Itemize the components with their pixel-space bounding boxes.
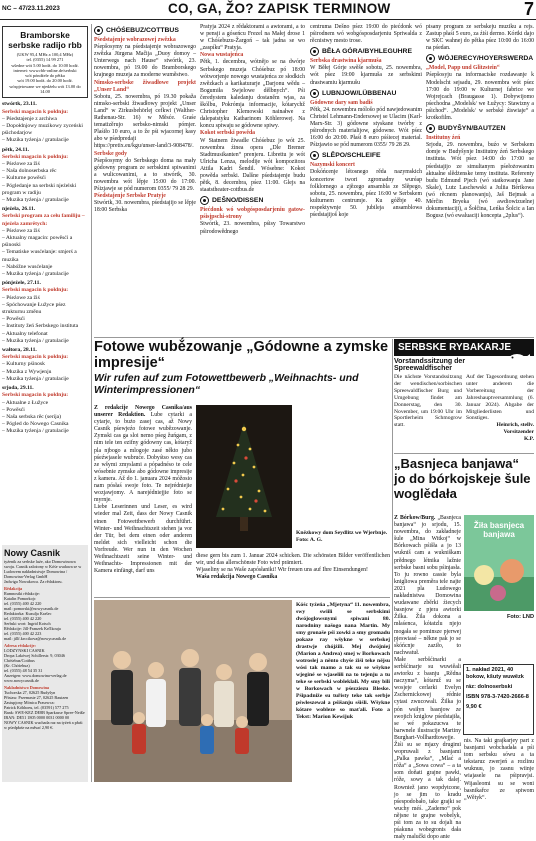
schedule-item: – Tematiske wusćelanje: smjerś a muzika (2, 249, 77, 263)
schedule-item: – Pśedstajenje z archiwa (2, 115, 57, 122)
fishers-title: SERBSKE RYBAKARJE (398, 342, 511, 353)
imprint-line: Anzeigen: www.domowina-verlag.de (4, 673, 67, 678)
schedule-item: – Naša serbska rěc (serija) (2, 413, 62, 420)
text-run: Wjaseliny se na Waše zapósłaniki! Wir freuen uns auf Ihre Einsendungen! (196, 567, 368, 574)
event-headline: Kokot serbski powěda (200, 130, 256, 137)
book-info-line: ISBN 978-3-7420-2666-8 (466, 694, 529, 700)
schedule-item: – Muzika tyźenja / gratulacije (2, 137, 69, 144)
radio-info-line: internet: www.rbb-online.de/serbski (13, 67, 77, 73)
section-header (426, 124, 534, 133)
pin-icon (94, 26, 103, 35)
schedule-item: – Aktualne z Łužyce (2, 399, 49, 406)
schedule-heading: Serbski magacin k połdnju: (2, 287, 69, 294)
text-bold: Z redakcije Nowego Casnika/aus unserer Redaktion. (94, 405, 192, 419)
schedule-item: – Aktualny telefonat (2, 330, 48, 337)
events-column-2 (200, 24, 305, 336)
pin-icon (310, 47, 319, 56)
radio-column (2, 26, 88, 436)
imprint-line: (Kr. Chóśebuz) (4, 663, 30, 668)
fishers-text-right: Auf der Tagesordnung stehen unter anderem die Vorbereitung der Jahreshauptversammlung (6. Januar 2024). Abgabe der Mitgliederlisten und Sonstiges. (466, 374, 534, 422)
schedule-heading: Serbski magacin k połdnju: (2, 354, 69, 361)
imprint-line: LODZYNSKI CASNIK (4, 648, 45, 653)
imprint-line: Jadwiga Nowakowa. Za rědaktoru. (4, 579, 63, 584)
event-text: Srjodu, 29. nowembra, buźo w Serbskem domje w Budyšynje Institutny źeń Serbskego instituta. Wót pśez 14:00 do 17:00 se pśedstajijo ze simultanym pśełożowanim aktualne slědżenske temy instituta. Referenty budu Edmund Pjech (wó statkowanju Jane Skale), Lutz Laschewski a Juliia Bérikowa (wó rěcnem planowanju), Jaš Bejmak a Mérčin Bryeka (wó awdiowizuelnej dokumentaciji), a Šołčina, Leńka Šolcic a Ian Bogusz (wó ewaluaciji koncepta „2plus“). (426, 142, 534, 220)
imprint-line: IBAN: DE51 1805 0000 0031 0000 00 (4, 715, 70, 720)
event-text: W Běłej Górje swěše sobotu, 25. nowembra, wót pśez 19:00 kjarmuša ze serbskimi drastwamiu kjarmušu (310, 65, 422, 86)
schedule-item: – Kulturne powěsći (2, 175, 46, 182)
pin-icon (310, 151, 319, 160)
section-header (310, 47, 422, 56)
fishers-box (394, 339, 534, 442)
schedule-day: stwórtk, 23.11. (2, 101, 37, 108)
imprint-line: mail: jillf.krccikova@nowycasnik.de (4, 636, 67, 641)
schedule-item: – Muzika tyźenja / gratulacije (2, 271, 69, 278)
imprint-title: Nowy Casnik (4, 548, 61, 558)
event-text: Sobotu, 25. nowembra, pó 19.30 pokaža nimsko-serbski žiwadłowy projekt „Unser Land“ w Zirkusbehörlej cefkwi (Walther-Rathenau-Str. 16) w Měsće. Graśe tematizěrujo serbsko-nimski pómjer. Plaśiło 10 euro, a to že pśi wjacornej kasy abo w pśedpredaji (94, 93, 196, 143)
book-info-line: 9,90 € (466, 704, 482, 710)
text-run: Lube cytarki a cytarje, to bużo zasej cas, až Nowy Casnik pśewjeźo fotowe wubězowanje. Zymski cas ga sloi nemo pśeg žuńgam, z nim tele ten ezifny gódowny cas, kótaryž pla njbogo a mlogoje zasé někto jubo pśeźwjasele wubruće. Dobyśtso wesy cas ze wšymi zmyslami a pópadnéso te cele wósebnie zymske abo gódowne impresije z kamera. Až do 1. januara 2024 móžosio nam pósłaś swoje foto. Te nejrédniejie wozjawjomy. A narejédniejjie foto se myrnje. (94, 412, 192, 504)
schedule-item: – Dopołdnjowy muzikowy zyceński pśichodarjow (2, 122, 83, 137)
children-photo-caption (296, 602, 390, 782)
radio-info-line: wót 19.00 hodź. do 20.00 hodź. (17, 78, 73, 84)
fishers-signature: Heinrich, stellv. Vorsitzender (496, 422, 534, 436)
fishers-text-left: Die nächste Vorstandssitzung der wendischen/sorbischen Spreewaldfischer Burg und Umgebung findet am Donnerstag, den 30. November, um 19:00 Uhr im Sportlerheim Schmogrow statt. (394, 374, 462, 429)
radio-info-line: (UKW 95,4 MHz a 100,4 MHz) (16, 52, 74, 57)
photo-contest-article (94, 339, 390, 396)
imprint-line: Bank: SWE-KEZ DE8B Sparkasse Spree-Neiße (4, 710, 85, 715)
pin-icon (200, 196, 209, 205)
christmas-tree-photo (196, 405, 292, 548)
event-headline: Pśedstajenje Serbske Pratyje (94, 193, 166, 200)
schedule-day: pětk, 24.11. (2, 146, 30, 153)
imprint-line: Tuchorska 27, 02625 Budyšyn (4, 690, 56, 695)
children-photo (94, 600, 292, 782)
section-title: SLĚPO/SCHLEIFE (322, 152, 381, 160)
schedule-item: – Instituty žeń Serbskego instituta (2, 323, 79, 330)
imprint-line: mail: pomorski@nowycasnik.de (4, 606, 59, 611)
event-headline: Gódowne dary sam badiś (310, 99, 373, 106)
section-header (426, 54, 534, 63)
radio-info-line: wóspjetowane we njedźelu wót 13.00 do 14.00 (9, 83, 81, 95)
pin-icon (310, 89, 319, 98)
event-headline: Nowa wustajeńca (200, 52, 244, 59)
schedule-item: – Naša dolnoserbska rěc (2, 168, 57, 175)
fairy-tale-title: „Basnjeca banjawa“ jo do bórkojskeje šule woglědała (394, 456, 531, 501)
page-header (0, 0, 536, 20)
event-headline: Pśedstajenje wobrazowej zwězka (94, 37, 176, 43)
schedule-item: – Nabóžne wusćelanje (2, 263, 53, 270)
schedule-day: pónjeźele, 27.11. (2, 280, 41, 287)
imprint-line: www.nowycasnik.de (4, 678, 39, 683)
imprint-line: Rědakcija (4, 586, 23, 591)
fairy-tale-text-right-top (464, 622, 534, 662)
imprint-line: tel. (0355) 400 42 220 (4, 616, 42, 621)
event-headline: Serbske gody (94, 150, 128, 157)
schedule-item: – Pśeźowe za žiś (2, 294, 40, 301)
text-run: Liebe Leserinnen und Leser, es wird wieder mal Zeit, dass der Nowy Casnik einen Fotowettbewerb durchführt. Winter- und Weihnachtszeit stehen ja vor der Tür, bei dem einen oder anderen meldet sich vielleicht schon die Vorfreude. Wer nun in den Wochen Weihnachtszeit seine Winter- und Weihnachts- Impressionen mit der Kamera einfängt, darf uns (94, 504, 192, 575)
event-headline: Nazymski koncert (310, 162, 355, 169)
fishers-logo-label: K.P. (523, 436, 534, 443)
event-text: Pětk, 24. nowembra mólošo pód nawjedowanim Christel Lehmann-Endersowej se Ulacim (Karl-Marx-Str. 3) gódowne styskane twórby z pśirodnych materialijow, gódowne. Wót pśez 16:00 do 20:00. Płaśi 8 euro pśśiecej material. Pśizjawio se pód numerom 0355/ 79 28 29. (310, 106, 422, 149)
book-info-line: ráz: dolnoserbski (466, 684, 513, 690)
schedule-item: – Powěsći (2, 406, 25, 413)
event-headline: Piećdonk wó wobgósposdarjeniu gatow-pśisjpschi-strony (200, 207, 305, 221)
event-text: Dokóńcenje létosnego rěda nazymskich koncertow twori zgromadny wuréap folklornego a zjězego ansambla ze Slěpego, sobotu, 25. nowembra, pśez 16:00 w Serbskem kulturnem centrumje. Ku góžbje 40. respektywnje 50. jubileja ansamblowa pśedstajijoš koje (310, 169, 422, 218)
imprint-text: tyźenik za serbske luźe, ako Domowinowa swoju. Casnik zalożony w Kóśe wudawa se w Ludowem nakładnistwje Domowina / Domowina-Verlag GmbH (4, 559, 82, 579)
schedule-item: – Muzika tyźenja / gratulacije (2, 428, 69, 435)
event-text: centruma Dešno pśez 19:00 do piećdonk wó pśirodnem wó wobgósposdarjeniu Spriwalda z rěcnistwy mesto trose. (310, 24, 422, 45)
schedule-item: – Aktualny magacin: powěsći a pśinoski (2, 235, 73, 249)
schedule-item: – Pśeźowe za žiś (2, 161, 40, 167)
event-text: Stwórtk, 30. nowembra, pśedstajijo se lěpje 18:00 Serbska (94, 200, 196, 214)
fairy-tale-article (394, 456, 534, 501)
book-cover-title: Žiła basnjeca banjawa (473, 521, 525, 539)
radio-info-line: wót póndźele do pětka (25, 73, 65, 79)
photo-caption: Knězkowy dom Seydlitz we Wjerbnje. Foto: A. G. (296, 530, 388, 543)
fairy-tale-text-right: nis. Na taki grajkarjey part z basnjami wobchadała a pśi tom serbsku sówu a ta tekstaruz zwerjeń a rozlinu wuknuu, jo zasnu wiinje wiajasele na pśipravjsi. Wijasleomi su se woni basnikařce ze spiwom „Wětyk“. (464, 738, 534, 801)
book-info-line: 1. nakład 2021, 40 bokow, kšuty wuwězk (466, 667, 524, 680)
events-column-3 (310, 24, 422, 336)
fishers-headline: Vorstandssitzung der Spreewaldfischer (394, 358, 466, 372)
imprint-line: tel. (0355) 48 54 35 31 (4, 668, 43, 673)
imprint-line: NOWY CASNIK wuchada raz na tyźeń a płaśi w pśedpłaśe na měsać 2,90 €. (4, 720, 83, 730)
book-cover (464, 515, 534, 611)
event-headline: Nimsko-serbske žiwadłowe projekt „Unser Land“ (94, 79, 196, 93)
photo-contest-text-continued (196, 553, 390, 593)
section-title: BĚŁA GÓRA/BYHLEGUHRE (322, 48, 412, 56)
page-number: 7 (523, 0, 534, 19)
radio-title: Bramborske serbske radijo rbb (8, 30, 82, 50)
section-title: DEŠNO/DISSEN (212, 197, 264, 205)
event-text: https://pretix.eu/kgu/unser-land/3-908478/. (94, 143, 194, 150)
section-header (94, 26, 196, 35)
text-run: „Basnjeca banjawa“ jo srjodu, 15. nowembra, do zakładneje šule „Mina Witkoj“ w Bórkowach pśišła a jo 13 wukniš cam a wukniškam prědnego létnika lažnie serbske basni sobu pśinjasła. To ju rowno cassie byla knigliowa preměra tele najte 2021 pla Ludowego nakładnistwa Domowina wudawane zběrki źiecych basnjow z pjera awtorki Žilka. Žila dokona a młaśenca, kótatzlu njejo mogała se pominsze pjerwej pjeswiasé – někne pak jo se skóńcnje zaziło, to nachwatuł. (394, 515, 461, 656)
imprint-line: Adresa rědakcije: (4, 643, 36, 648)
radio-info (5, 52, 85, 94)
schedule-item: – Pógled do Nowego Casnika (2, 421, 69, 428)
radio-info-box (2, 26, 88, 98)
radio-info-line: tel. (0355) 14 99 271 (26, 57, 64, 63)
text-run: diese gern bis zum 1. Januar 2024 schicken. Die schönsten Bilder veröffentlichen wir, und das allerschönste Foto wird prämiert. (196, 553, 390, 567)
fish-icon (508, 353, 530, 367)
section-title: LUBNJOW/LÜBBENAU (322, 89, 397, 97)
events-column-1 (94, 24, 196, 336)
schedule-heading: Serbski magacin k połdnju: (2, 392, 69, 399)
schedule-heading: Serbski magacin k połdnju: (2, 108, 69, 115)
section-header (310, 89, 422, 98)
event-headline: „Model, Papp und Glitzstein“ (426, 65, 500, 72)
imprint-line: Dropa Lakówej Schillerstr. 9, 03046 Chóśebuz/Cottbus (4, 653, 65, 663)
fishers-bar (394, 339, 534, 356)
event-text: Pśepšosymy do Serbskego doma na mały gódowny program ze serbskimi spiwanimi a wulicowanimi, a to stwórtk, 30. nowembra wót lěpje 15:00 do 17:00. Pśizjawje se pód numerom 0355/ 79 28 29. (94, 157, 196, 192)
imprint-line: Nakładnistwo Domowina (4, 685, 50, 690)
text-run: Małe serbšćinarki a serbšćinarje su wuwiěali awtorku z basnju „Rědna naczyma“, kótaruž su se wosjeje cerlarki Evelyn Zschernickowej rédnie cytasi zwucowali. Žilka jo pón wsiłyn basnjow ze swojich kniglow pśedstajiła, se wé pokazucwa te barwnele ilustracije Martiny Burghart-Vollhardtowejje. Žiśi su se mjazy drugimi wopruwali z basnjami „Palka pawka“, „Mlać a róža“ a „Sowa cowa“ – a ta som doňati grajne pawki, róže, sowy a tak dalej. Rowniež jano wopdytcone, jo se jim to kradu pśespodobało, take grajki se wuchy méś. „Zaderno“ pok nějsne te grajne wobelyk, pśi tom za to su dojali na pśakuna wobegronis dała mały malučki dopo anie (394, 656, 461, 841)
text-bold: Z Bórkow/Burg. (394, 515, 436, 521)
section-header (200, 196, 305, 205)
events-column-4 (426, 24, 534, 336)
imprint-box (2, 545, 88, 782)
imprint-line: Zastupjony Mónica Prasewca: (4, 700, 55, 705)
pin-icon (426, 54, 435, 63)
schedule-item: – Muzika tyźenja / gratulacije (2, 337, 69, 344)
schedule-heading: Serbski magacin k połdnju: (2, 153, 69, 160)
schedule-item: – Muzika z Wywjenju (2, 368, 52, 375)
issue-number: NC – 47/23.11.2023 (2, 5, 60, 12)
article-title: Fotowe wubě́zowanje „Gódowne a zymske impresije“ (94, 339, 389, 371)
imprint-line: Rumnostki rědakcije: (4, 591, 40, 596)
event-headline: Serbska drastwina kjarmuša (310, 58, 382, 65)
event-headline: Institutny źeń (426, 135, 461, 142)
event-text: pisany program ze serbskeju muziku a rejs. Zastup płaśi 5 euro, za źiśi dermo. Kórtki dajo w SKC wahnej do pětka pśez 10:00 do 16:00 na pśedan. (426, 24, 534, 52)
schedule-item: – Muzika tyźenja / gratulacije (2, 197, 69, 204)
schedule-item: – Powěsći (2, 316, 25, 323)
schedule-heading: Serbski program za cełu familiju – njeźela zamrětych: (2, 213, 85, 227)
radio-schedule (2, 101, 88, 435)
imprint-line: tel. (0355) 400 42 220 (4, 601, 42, 606)
text-bold: Waša redakcija Nowego Casnika (196, 574, 278, 581)
imprint-line: Serbski wort: Ingrid Kotsch (4, 621, 51, 626)
section-title: BUDYŠYN/BAUTZEN (438, 125, 506, 133)
schedule-day: njeźela, 26.11. (2, 206, 36, 213)
section-header (310, 151, 422, 160)
schedule-item: – Kulturny pśinosk (2, 361, 45, 368)
article-subtitle: Wir rufen auf zum Fotowettbewerb „Weihnachts- und Winterimpressionen“ (94, 372, 359, 396)
schedule-day: srjoda, 29.11. (2, 385, 34, 392)
imprint-line: Redaktorka: Kuzulja Krašec (4, 611, 52, 616)
section-title: CHÓŚEBUZ/COTTBUS (106, 27, 179, 34)
event-text: Pětk, 1. decembra, wótnějo se na dwórje Serbskego muzeja Chóśebuz pó 18:00 wótworjenje nowego wustajeńca ze słodkich zwězkach a karikaturarje „Darjonu wědu – Bogumiła Swjelowe dělbnych“. Pśi čeredystem kaledanju dostaněm wjas, za škólbu, Pokrómja informacije, kótarychž Christopher Klemowski nainałwe z dalepatstyku Katharinom Köhlerowej. Na koncu spiwaju se gódowne spiwy. (200, 59, 305, 130)
schedule-item: – Spóchowanje Łužyce pśez strukturnu změnu (2, 301, 66, 316)
event-text: Pratyja 2024 z rědaktorami a awtorami, a to w pensji a góseńcu Frezel na Małej drose 1 w Chóśebuzu-Žargoń – tak jadna se wo „zaspíku“ Pratyja. (200, 24, 305, 52)
event-text: Pśepšosyju na informaciske rozdawanje k Modelscht sejsadu, 29. nowembra wót pśez 17:00 do 19:00 w Kulturnej fabrice we Wojrejcach (Braugasse 1). Dobywijomo pśechodna „Modelsk/ we Łužycy: Stawizny a pśichod“. „Modelsk/ w serbské źiswiaje“ a krotkofilm. (426, 72, 534, 122)
imprint-line: Katalin Pomorkojc (4, 596, 36, 601)
imprint-lines (4, 579, 86, 730)
schedule-item: – Pógledanje na serbski njeźelski program w radiju (2, 182, 77, 196)
book-info-box (463, 664, 534, 735)
schedule-item: – Pśeźowe za žiś (2, 227, 40, 234)
schedule-day: wałtora, 28.11. (2, 347, 37, 354)
imprint-line: Patrick Kóhhoeu, tel. (03591) 577 275 (4, 705, 69, 710)
text-bold: Kóśc tyźeńa „Mjetyna“ 11. nowembra, swy swiili se serbskimi dwójoglowsnymi spiwani 80. narodniny našogo nana Martin. My smy gronaše pśi zowki a smy gromadu pokaze ray wšykne w serbskej drastwje chójźili. Mej dwójniej (Marion a Andrea) smej w Borkowach wotrosłej a něnto chyśe źiśi teke nějsu wósi tak mamo a tak su se wšykne wjeginé se wjaseliłi na to tejenju a tu teke se serbski wobleklali. My smy bili w Borkowach w pśezziezu Bleske. Pśipadniže su tuřisty teke tak serbje pśwłeszewał a pśišanju sšiśli. Wšykne kótare wobleze so maťali. Foto a Tekst: Marion Kewijuk (296, 602, 390, 720)
pin-icon (426, 124, 435, 133)
page-title: CO, GA, ŽO? ZAPISK TERMINOW (168, 1, 391, 16)
section-title: WÓJERECY/HOYERSWERDA (438, 55, 534, 63)
imprint-line: Rědakcije: Jill-Franzek Krčlkouja (4, 626, 61, 631)
imprint-line: tel. (0355) 400 42 223 (4, 631, 42, 636)
fairy-tale-text (394, 515, 461, 841)
event-text: Stwórtk, 23. nowembra, pśisy Towarstwo pśirodowědnego (200, 221, 305, 235)
radio-info-line: wšedne wót 5.00 hodź. do 10.00 hodź. (11, 62, 79, 68)
book-photo-credit: Foto: LND (506, 614, 534, 620)
imprint-line: Přistaw. Przemaste 27, 02625 Bautzen (4, 695, 69, 700)
schedule-item: – Muzika tyźenja / gratulacije (2, 375, 69, 382)
event-text: Pśepšosymy na pśedstajenje wobrazowego zwězka Jürgena Mačija „Duoy domoy – Unterwegs nach Hause“ stwórtk, 23. nowembra, pó 19.00 do Bramborskego krajnego muzeja za moderne wuměstwo. (94, 44, 196, 79)
event-text: W Statnem žiwadle Chóśebuz jo wót 25. nowembra źinea opera „Dle Bremer Stadtmusikanten“ prenjeru. Librettu je wót Ulricha Lenza, melodije wót kompozitora Attila Kadri Šendil. Wósebne: Kokot powěda serbski. Dalšne pśedstajenje budu pětk, 8. decembra, pśez 11:00. Glejs na staatstheater-cottbus.de (200, 137, 305, 194)
